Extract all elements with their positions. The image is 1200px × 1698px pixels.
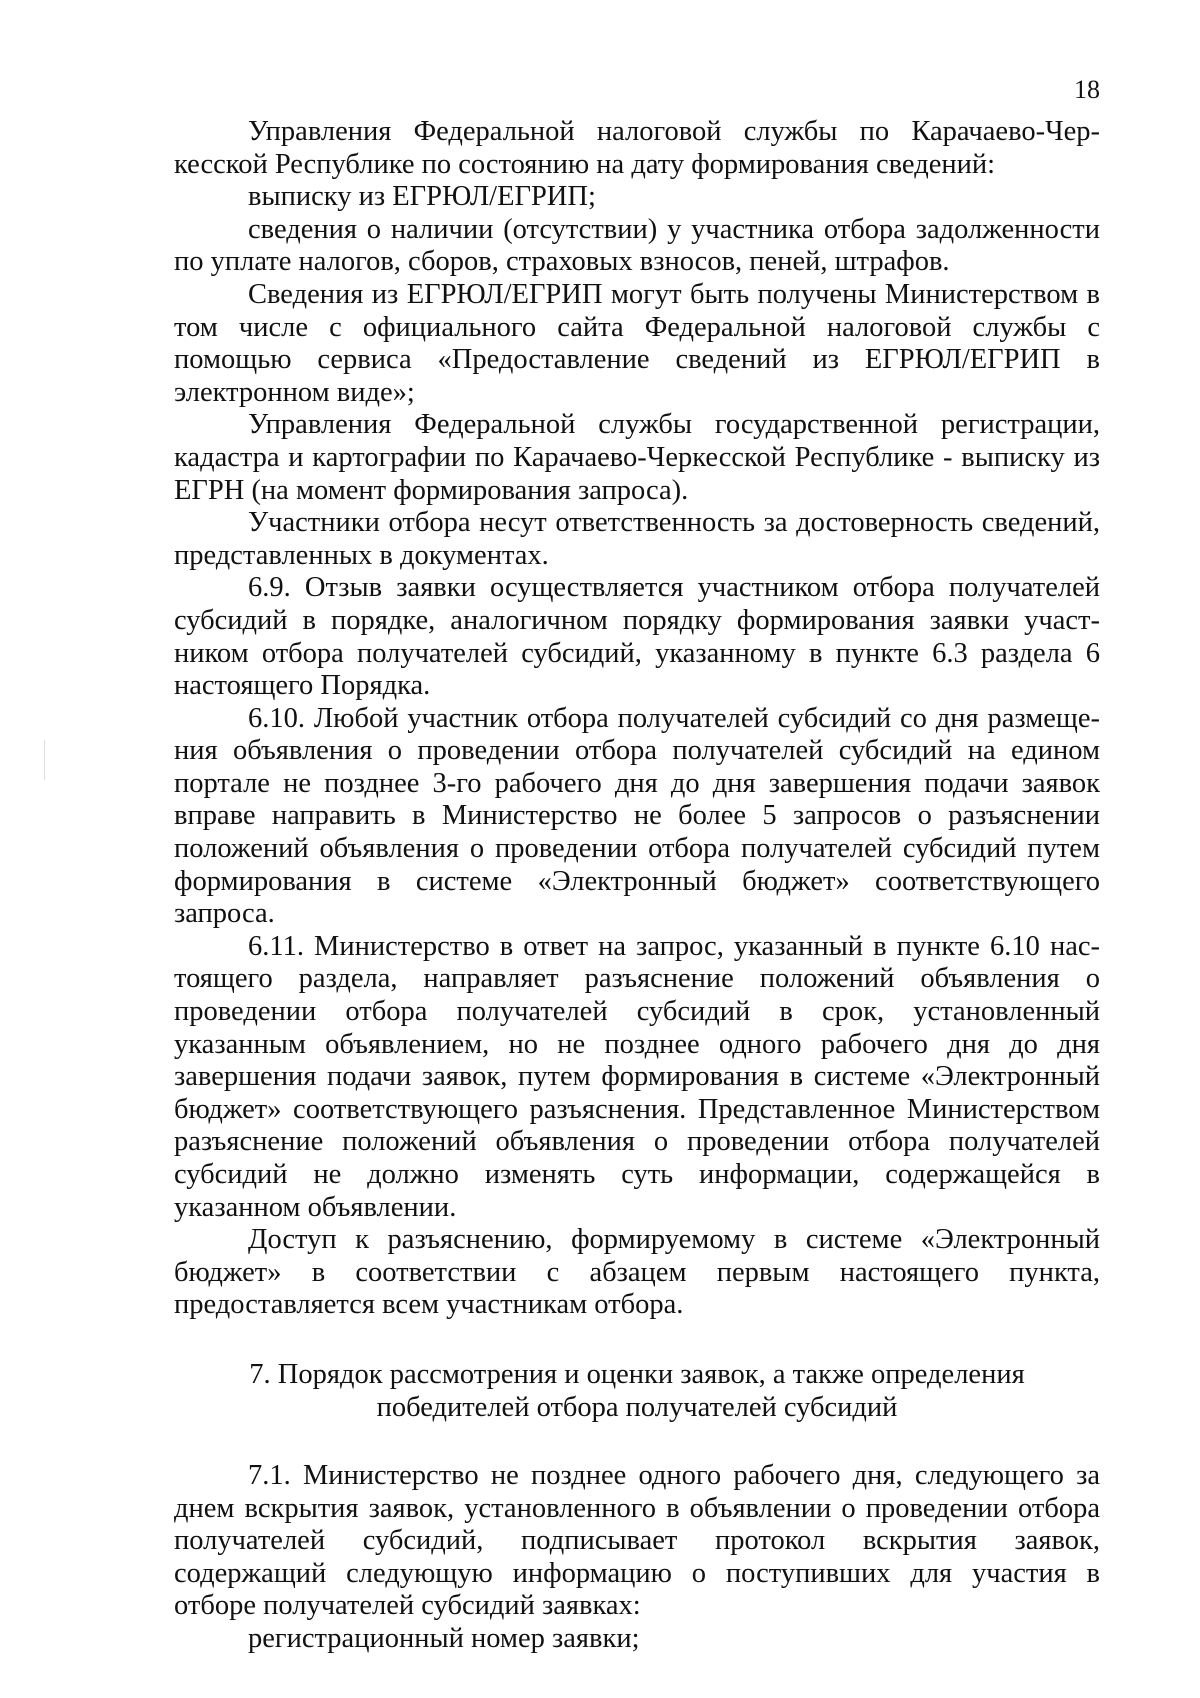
document-body [174, 116, 1100, 1656]
paragraph: Сведения из ЕГРЮЛ/ЕГРИП могут быть получены Министерством в том числе с официального сайта Федеральной налоговой службы с помощью сервиса «Предоставление сведений из ЕГРЮЛ/ЕГРИП в электронном виде»; [174, 278, 1100, 408]
paragraph: Доступ к разъяснению, формируемому в системе «Электронный бюджет» в соответствии с абзацем первым настоящего пункта, предоставляется всем участникам отбора. [174, 1224, 1100, 1321]
clause-6-10: 6.10. Любой участник отбора получателей субсидий со дня размещения объявления о проведении отбора получателей субсидий на едином портале не позднее 3-го рабочего дня до дня завершения подачи заявок вправе направить в Министерство не более 5 запросов о разъяснении положений объявления о проведении отбора получателей субсидий путем формирования в системе «Электронный бюджет» соответствующего запроса. [174, 702, 1100, 930]
clause-7-1: 7.1. Министерство не позднее одного рабочего дня, следующего за днем вскрытия заявок, установленного в объявлении о проведении отбора получателей субсидий, подписывает протокол вскрытия заявок, содержащий следующую информацию о поступивших для участия в отборе получателей субсидий заявках: [174, 1459, 1100, 1622]
paragraph: регистрационный номер заявки; [248, 1622, 640, 1654]
page-number: 18 [1074, 75, 1100, 104]
paragraph: Управления Федеральной службы государственной регистрации, кадастра и картографии по Карачаево-Черкесской Республике - выписку из ЕГРН (на момент формирования запроса). [174, 409, 1100, 506]
section-7-heading [174, 1358, 1100, 1424]
section-heading-line: победителей отбора получателей субсидий [376, 1391, 898, 1423]
paragraph: выписку из ЕГРЮЛ/ЕГРИП; [248, 181, 596, 213]
paragraph: Участники отбора несут ответственность за достоверность сведений, представленных в документах. [174, 507, 1100, 571]
paragraph: сведения о наличии (отсутствии) у участника отбора задолженности по уплате налогов, сборов, страховых взносов, пеней, штрафов. [174, 213, 1100, 278]
clause-6-9: 6.9. Отзыв заявки осуществляется участником отбора получателей субсидий в порядке, аналогичном порядку формирования заявки участником отбора получателей субсидий, указанному в пункте 6.3 раздела 6 настоящего Порядка. [174, 572, 1100, 702]
scan-margin-mark [44, 740, 45, 780]
paragraph: Управления Федеральной налоговой службы по Карачаево-Черкесской Республике по состоянию на дату формирования сведений: [174, 116, 1100, 180]
clause-6-11: 6.11. Министерство в ответ на запрос, указанный в пункте 6.10 настоящего раздела, направляет разъяснение положений объявления о проведении отбора получателей субсидий в срок, установленный указанным объявлением, но не позднее одного рабочего дня до дня завершения подачи заявок, путем формирования в системе «Электронный бюджет» соответствующего разъяснения. Представленное Министерством разъяснение положений объявления о проведении отбора получателей субсидий не должно изменять суть информации, содержащейся в указанном объявлении. [174, 930, 1100, 1223]
section-heading-line: 7. Порядок рассмотрения и оценки заявок, а также определения [249, 1358, 1025, 1390]
